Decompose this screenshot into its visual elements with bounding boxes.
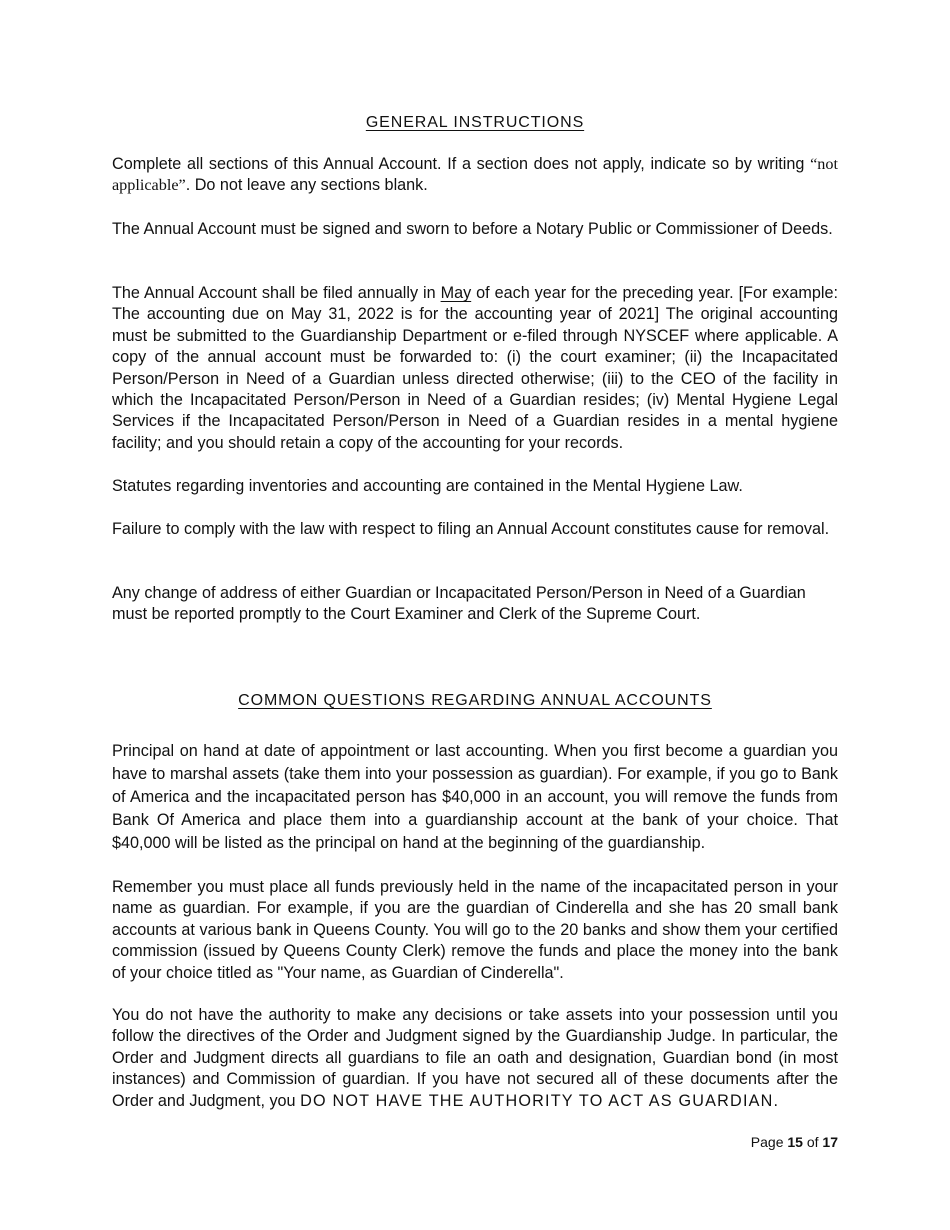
p3-text-a: The Annual Account shall be filed annually in — [112, 284, 441, 302]
p1-text-a: Complete all sections of this Annual Account. If a section does not apply, indicate so by writing — [112, 155, 811, 173]
p3-may: May — [440, 284, 472, 302]
common-questions-heading: COMMON QUESTIONS REGARDING ANNUAL ACCOUNTS — [238, 692, 712, 709]
page-label: Page — [750, 1134, 788, 1150]
paragraph-complete-all-sections — [112, 154, 838, 197]
paragraph-failure-to-comply: Failure to comply with the law with respect to filing an Annual Account constitutes cause for removal. — [112, 520, 830, 538]
paragraph-place-all-funds: Remember you must place all funds previously held in the name of the incapacitated person in your name as guardian. For example, if you are the guardian of Cinderella and she has 20 small bank accounts at various bank in Queens County. You will go to the 20 banks and show them your certified commission (issued by Queens County Clerk) remove the funds and place the money into the bank of your choice titled as "Your name, as Guardian of Cinderella". — [112, 878, 838, 982]
p3-caps-warning: DO NOT HAVE THE AUTHORITY TO ACT AS GUARDIAN. — [300, 1091, 780, 1110]
p1-text-b: . Do not leave any sections blank. — [185, 176, 428, 195]
general-instructions-heading: GENERAL INSTRUCTIONS — [365, 114, 585, 131]
paragraph-signed-and-sworn: The Annual Account must be signed and sworn to before a Notary Public or Commissioner of Deeds. — [112, 220, 833, 238]
p3-text: You do not have the authority to make any decisions or take assets into your possession until you follow the directives of the Order and Judgment signed by the Guardianship Judge. In particular, the Order and Judgment directs all guardians to file an oath and designation, Guardian bond (in most instances) and Commission of guardian. If you have not secured all of these documents after the Order and Judgment, you — [112, 1006, 838, 1110]
p6-line-2: must be reported promptly to the Court Examiner and Clerk of the Supreme Court. — [112, 605, 701, 624]
page-number-footer — [751, 1133, 838, 1151]
paragraph-no-authority — [112, 1005, 838, 1112]
paragraph-change-of-address — [112, 583, 838, 626]
paragraph-principal-on-hand: Principal on hand at date of appointment or last accounting. When you first become a guardian you have to marshal assets (take them into your possession as guardian). For example, if you go to Bank of America and the incapacitated person has $40,000 in an account, you will remove the funds from Bank Of America and place them into a guardianship account at the bank of your choice. That $40,000 will be listed as the principal on hand at the beginning of the guardianship. — [112, 742, 838, 852]
paragraph-filing-schedule — [112, 283, 838, 454]
p1-not-applicable: “not applicable” — [112, 155, 838, 195]
paragraph-statutes: Statutes regarding inventories and accounting are contained in the Mental Hygiene Law. — [112, 477, 743, 495]
current-page-number: 15 — [787, 1134, 803, 1150]
of-label: of — [802, 1134, 823, 1150]
p6-line-1: Any change of address of either Guardian or Incapacitated Person/Person in Need of a Guardian — [112, 584, 806, 602]
p3-text-b: of each year for the preceding year. [For example: The accounting due on May 31, 2022 is for the accounting year of 2021] The original accounting must be submitted to the Guardianship Department or e-filed through NYSCEF where applicable. A copy of the annual account must be forwarded to: (i) the court examiner; (ii) the Incapacitated Person/Person in Need of a Guardian unless directed otherwise; (iii) to the CEO of the facility in which the Incapacitated Person/Person in Need of a Guardian resides; (iv) Mental Hygiene Legal Services if the Incapacitated Person/Person in Need of a Guardian resides in a mental hygiene facility; and you should retain a copy of the accounting for your records. — [112, 284, 838, 452]
total-page-number: 17 — [822, 1134, 838, 1150]
